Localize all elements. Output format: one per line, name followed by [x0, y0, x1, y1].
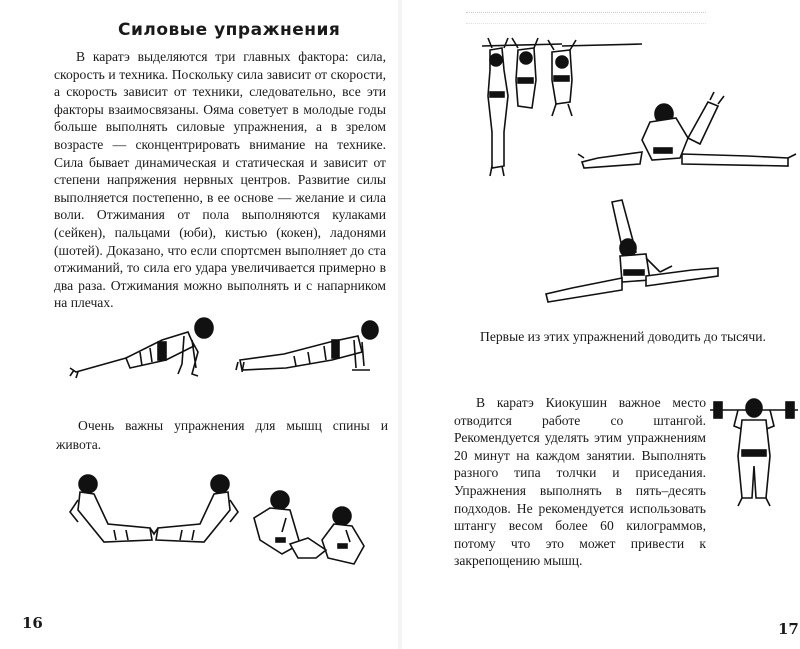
pushup-figure-low: [66, 312, 216, 382]
back-exercise-text: Очень важны упражнения для мышц спины и живота.: [56, 418, 388, 452]
left-page: [0, 0, 398, 649]
intro-paragraph: [54, 48, 386, 312]
back-arch-pair-figure: [64, 470, 244, 560]
seated-leg-raise-figure: [578, 92, 798, 178]
page-title: Силовые упражнения: [118, 20, 341, 40]
split-stretch-figure: [542, 196, 722, 308]
caption-text: Первые из этих упражнений доводить до тысячи.: [480, 329, 766, 344]
barbell-press-figure: [708, 386, 800, 514]
back-exercise-paragraph: [56, 416, 388, 454]
partner-situp-figure: [246, 488, 376, 570]
page-number-right: 17: [778, 620, 799, 638]
pushup-figure-plank: [234, 318, 384, 380]
page-number-left: 16: [22, 614, 43, 632]
intro-text: В каратэ выделяются три главных фактора: сила, скорость и техника. Поскольку сила зависит от скорости, а скорость зависит от техники, следовательно, все эти факторы взаимосвязаны. Ояма советует в молодые годы больше выполнять силовые упражнения, а в зрелом возрасте — сконцентрировать внимание на технике. Сила бывает динамическая и статическая и зависит от степени напряжения нервных центров. Развитие силы выполняется постепенно, в ее основе — желание и сила воли. Отжимания от пола выполняются кулаками (сейкен), пальцами (юби), кистью (кокен), ладонями (шотей). Доказано, что если спортсмен выполняет до ста отжиманий, то сила его удара увеличивается примерно в два раза. Отжимания можно выполнять и с напарником на плечах.: [54, 49, 386, 311]
caption-paragraph: [480, 328, 798, 346]
barbell-text: В каратэ Киокушин важное место отводится работе со штангой. Рекомендуется уделять этим упражнениям 20 минут на каждом занятии. Выполнять разного типа толчки и приседания. Упражнения выполнять в пять–десять подходов. Не рекомендуется использовать штангу весом более 60 килограммов, потому что это может привести к закрепощению мышц.: [454, 395, 706, 569]
right-page: [402, 0, 800, 649]
